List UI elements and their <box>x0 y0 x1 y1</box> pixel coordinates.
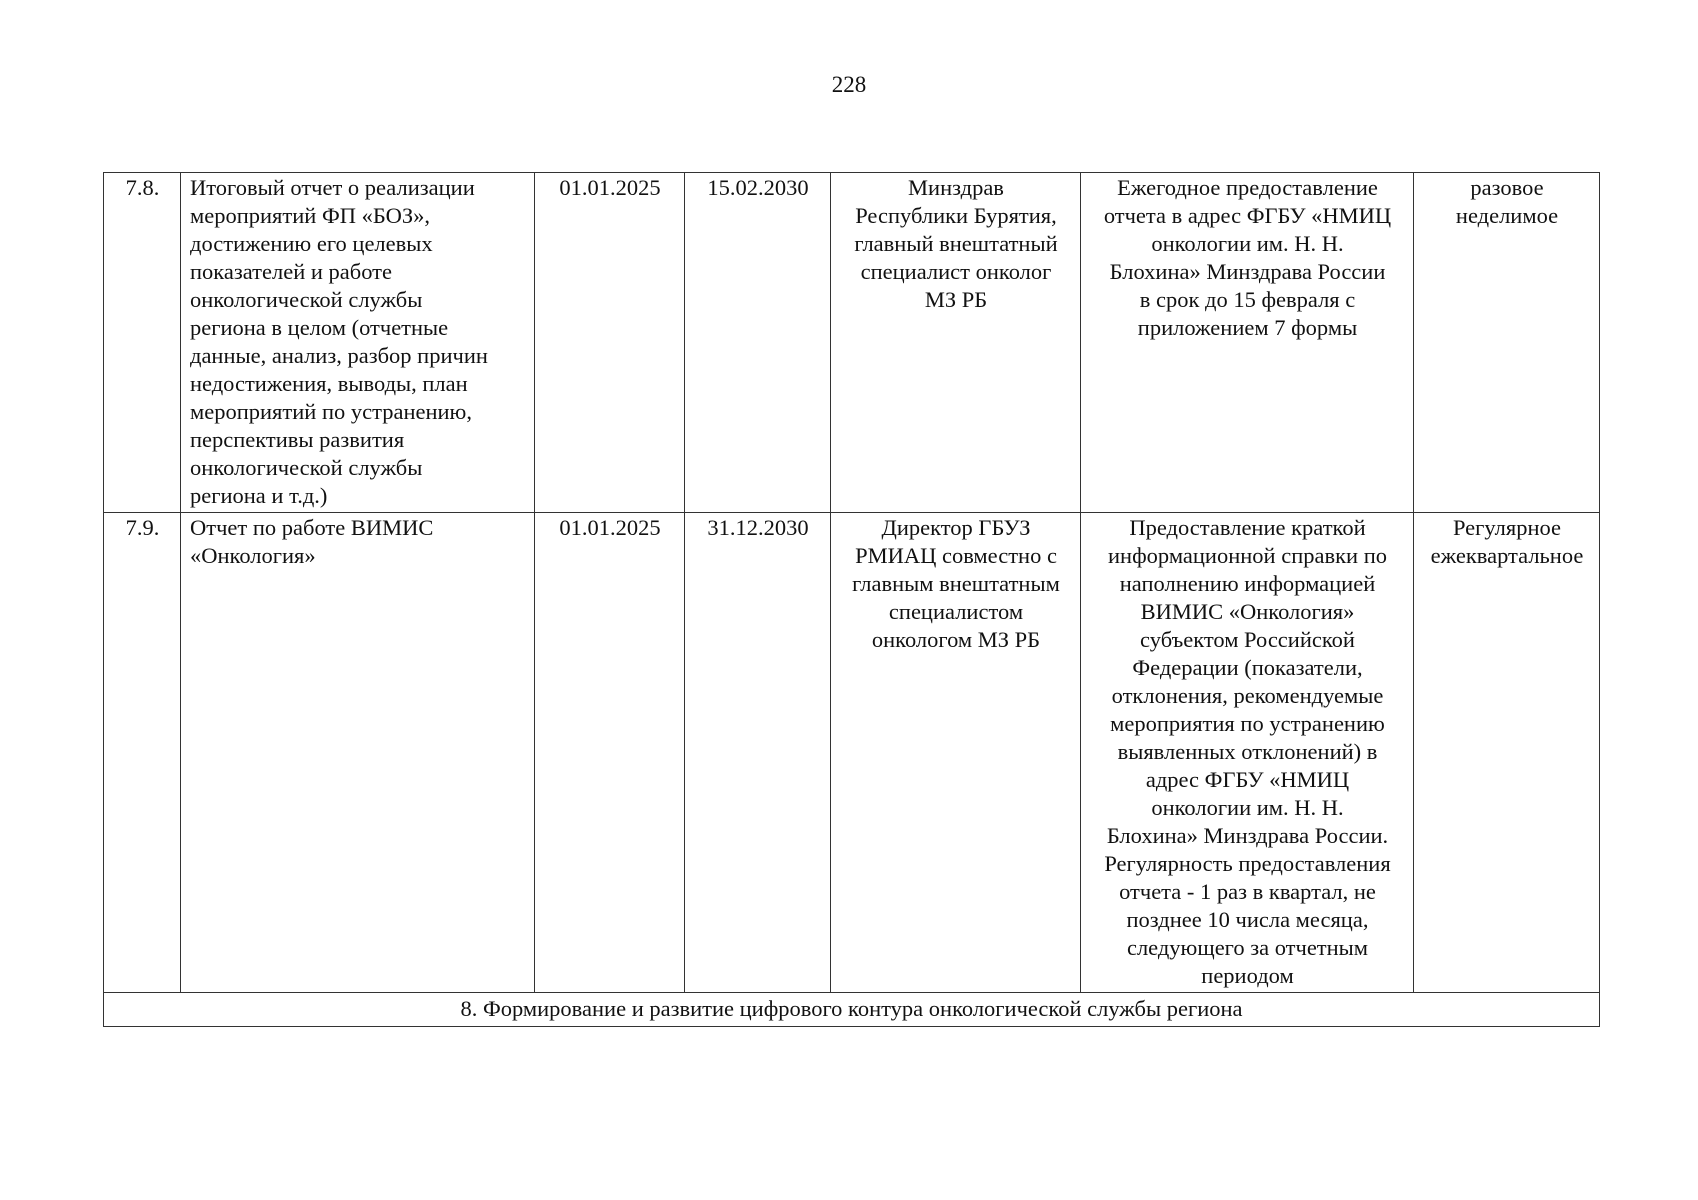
description-line: в срок до 15 февраля с <box>1139 287 1356 312</box>
item-name-line: перспективы развития <box>190 427 405 452</box>
responsible-line: главным внештатным <box>852 571 1060 596</box>
item-name-line: недостижения, выводы, план <box>190 371 468 396</box>
description-line: следующего за отчетным <box>1126 935 1369 960</box>
item-name-line: региона и т.д.) <box>190 483 328 508</box>
description-line: Регулярность предоставления <box>1104 851 1391 876</box>
type-cell <box>1414 513 1600 993</box>
description-line: отчета в адрес ФГБУ «НМИЦ <box>1103 203 1392 228</box>
table-row <box>104 173 1600 513</box>
type-line: Регулярное <box>1452 515 1562 540</box>
item-name-line: мероприятий по устранению, <box>190 399 472 424</box>
description-line: периодом <box>1201 963 1294 988</box>
description-cell <box>1081 513 1414 993</box>
responsible-line: Республики Бурятия, <box>855 203 1057 228</box>
responsible-line: Минздрав <box>908 175 1004 200</box>
item-name-line: региона в целом (отчетные <box>190 315 449 340</box>
description-line: отчета - 1 раз в квартал, не <box>1119 879 1376 904</box>
item-number-cell: 7.8. <box>104 173 181 513</box>
description-line: Предоставление краткой <box>1129 515 1366 540</box>
description-line: наполнению информацией <box>1119 571 1376 596</box>
item-name-line: мероприятий ФП «БОЗ», <box>190 203 431 228</box>
description-line: субъектом Российской <box>1140 627 1355 652</box>
start-date-cell: 01.01.2025 <box>535 173 685 513</box>
description-line: позднее 10 числа месяца, <box>1126 907 1369 932</box>
type-line: ежеквартальное <box>1430 543 1584 568</box>
description-line: ВИМИС «Онкология» <box>1140 599 1355 624</box>
item-name-line: «Онкология» <box>190 543 316 568</box>
description-line: отклонения, рекомендуемые <box>1111 683 1384 708</box>
responsible-line: Директор ГБУЗ <box>881 515 1031 540</box>
plan-table <box>103 172 1600 1027</box>
section-heading: 8. Формирование и развитие цифрового контура онкологической службы региона <box>104 993 1600 1027</box>
description-line: онкологии им. Н. Н. <box>1151 795 1344 820</box>
section-heading-row <box>104 993 1600 1027</box>
type-cell <box>1414 173 1600 513</box>
description-line: Ежегодное предоставление <box>1117 175 1378 200</box>
end-date-cell: 31.12.2030 <box>685 513 831 993</box>
responsible-cell <box>831 513 1081 993</box>
item-name-cell <box>181 173 535 513</box>
responsible-line: онкологом МЗ РБ <box>871 627 1041 652</box>
item-name-line: онкологической службы <box>190 287 423 312</box>
type-line: разовое <box>1470 175 1544 200</box>
description-cell <box>1081 173 1414 513</box>
item-name-line: Отчет по работе ВИМИС <box>190 515 434 540</box>
responsible-line: специалист онколог <box>860 259 1052 284</box>
responsible-line: главный внештатный <box>854 231 1058 256</box>
description-line: выявленных отклонений) в <box>1117 739 1378 764</box>
description-line: адрес ФГБУ «НМИЦ <box>1145 767 1350 792</box>
description-line: онкологии им. Н. Н. <box>1151 231 1344 256</box>
page-number: 228 <box>831 72 867 97</box>
description-line: Федерации (показатели, <box>1132 655 1363 680</box>
item-name-cell <box>181 513 535 993</box>
responsible-cell <box>831 173 1081 513</box>
type-line: неделимое <box>1455 203 1559 228</box>
item-name-line: данные, анализ, разбор причин <box>190 343 488 368</box>
start-date-cell: 01.01.2025 <box>535 513 685 993</box>
description-line: Блохина» Минздрава России. <box>1106 823 1389 848</box>
description-line: мероприятия по устранению <box>1110 711 1385 736</box>
item-name-line: онкологической службы <box>190 455 423 480</box>
end-date-cell: 15.02.2030 <box>685 173 831 513</box>
description-line: приложением 7 формы <box>1137 315 1358 340</box>
item-name-line: показателей и работе <box>190 259 392 284</box>
item-number-cell: 7.9. <box>104 513 181 993</box>
responsible-line: РМИАЦ совместно с <box>855 543 1057 568</box>
description-line: Блохина» Минздрава России <box>1109 259 1386 284</box>
responsible-line: специалистом <box>888 599 1024 624</box>
responsible-line: МЗ РБ <box>924 287 988 312</box>
item-name-line: достижению его целевых <box>190 231 433 256</box>
item-name-line: Итоговый отчет о реализации <box>190 175 475 200</box>
description-line: информационной справки по <box>1108 543 1387 568</box>
table-row <box>104 513 1600 993</box>
